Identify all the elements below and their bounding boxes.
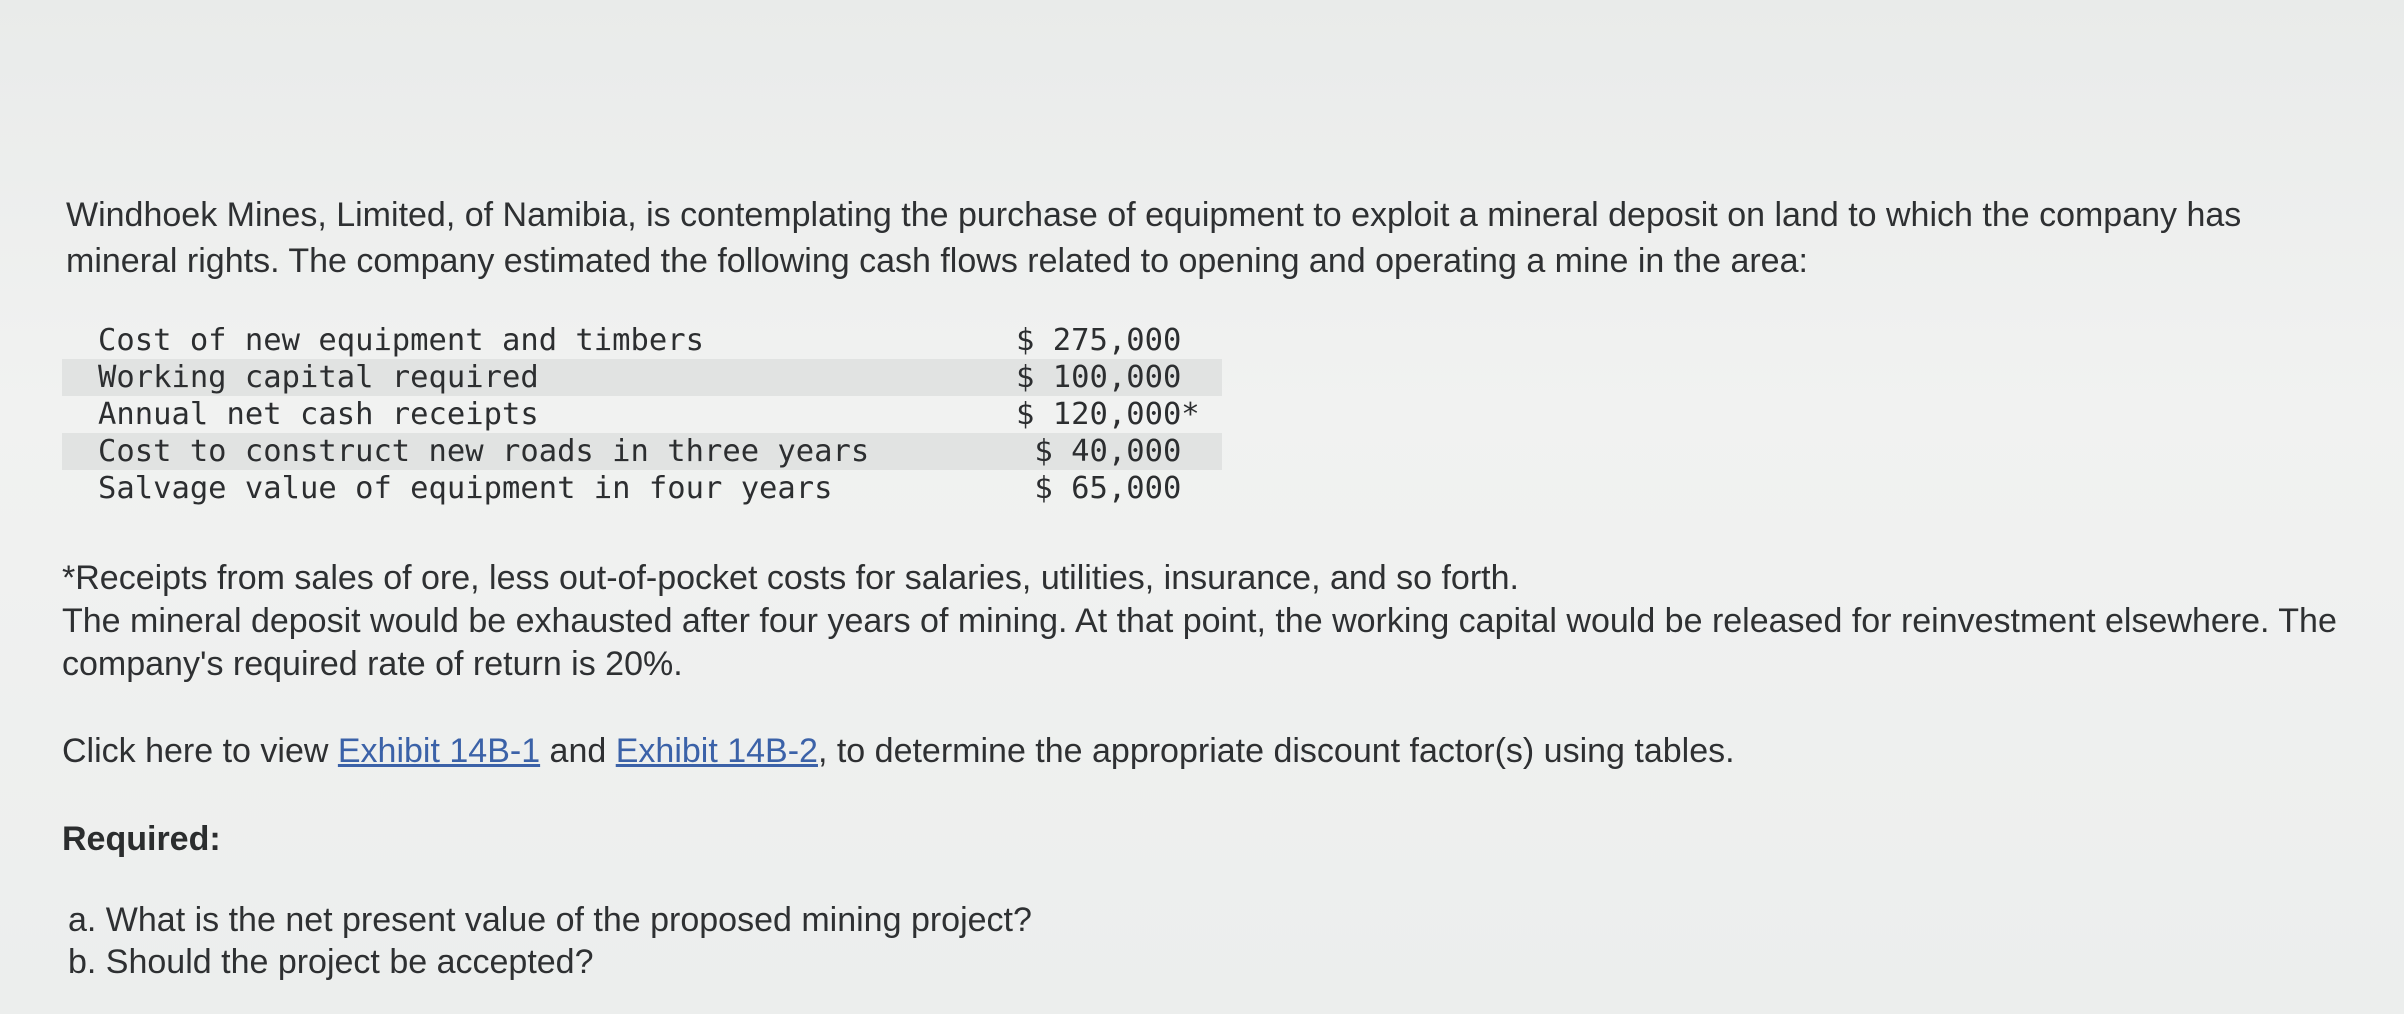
question-b: b. Should the project be accepted? [68,943,594,981]
table-row [62,433,1222,470]
required-heading: Required: [62,820,221,858]
exhibit-links-line [62,728,1735,774]
cash-flow-amount: $ 120,000* [1016,397,1200,432]
footnote: *Receipts from sales of ore, less out-of-pocket costs for salaries, utilities, insurance, and so forth. [62,559,1519,597]
table-row [62,359,1222,396]
cash-flow-label: Cost to construct new roads in three years [62,433,938,470]
notes-block [62,557,2352,686]
cash-flow-amount: $ 275,000 [1016,323,1182,358]
cash-flow-amount: $ 65,000 [1016,471,1182,506]
click-line-prefix: Click here to view [62,732,338,770]
cash-flow-label: Annual net cash receipts [98,397,539,432]
table-row [62,396,1222,433]
exhibit-14b-2-link[interactable]: Exhibit 14B-2 [615,732,818,770]
cash-flow-amount: $ 100,000 [938,359,1222,396]
cash-flow-label: Salvage value of equipment in four years [98,471,833,506]
click-line-suffix: , to determine the appropriate discount factor(s) using tables. [817,732,1735,770]
click-line-middle: and [540,732,616,770]
exhibit-14b-1-link[interactable]: Exhibit 14B-1 [337,732,541,770]
table-row [62,470,1222,507]
details-paragraph: The mineral deposit would be exhausted after four years of mining. At that point, the working capital would be released for reinvestment elsewhere. The company's required rate of return is 20%. [62,602,2337,683]
table-row [62,322,1222,359]
intro-paragraph: Windhoek Mines, Limited, of Namibia, is contemplating the purchase of equipment to exploit a mineral deposit on land to which the company has mineral rights. The company estimated the following cash flows related to opening and operating a mine in the area: [66,196,2242,280]
cash-flow-table [62,322,1222,507]
cash-flow-amount: $ 40,000 [938,433,1222,470]
questions-list [68,899,1032,983]
cash-flow-label: Working capital required [62,359,938,396]
cash-flow-label: Cost of new equipment and timbers [98,323,704,358]
question-a: a. What is the net present value of the proposed mining project? [68,901,1032,939]
